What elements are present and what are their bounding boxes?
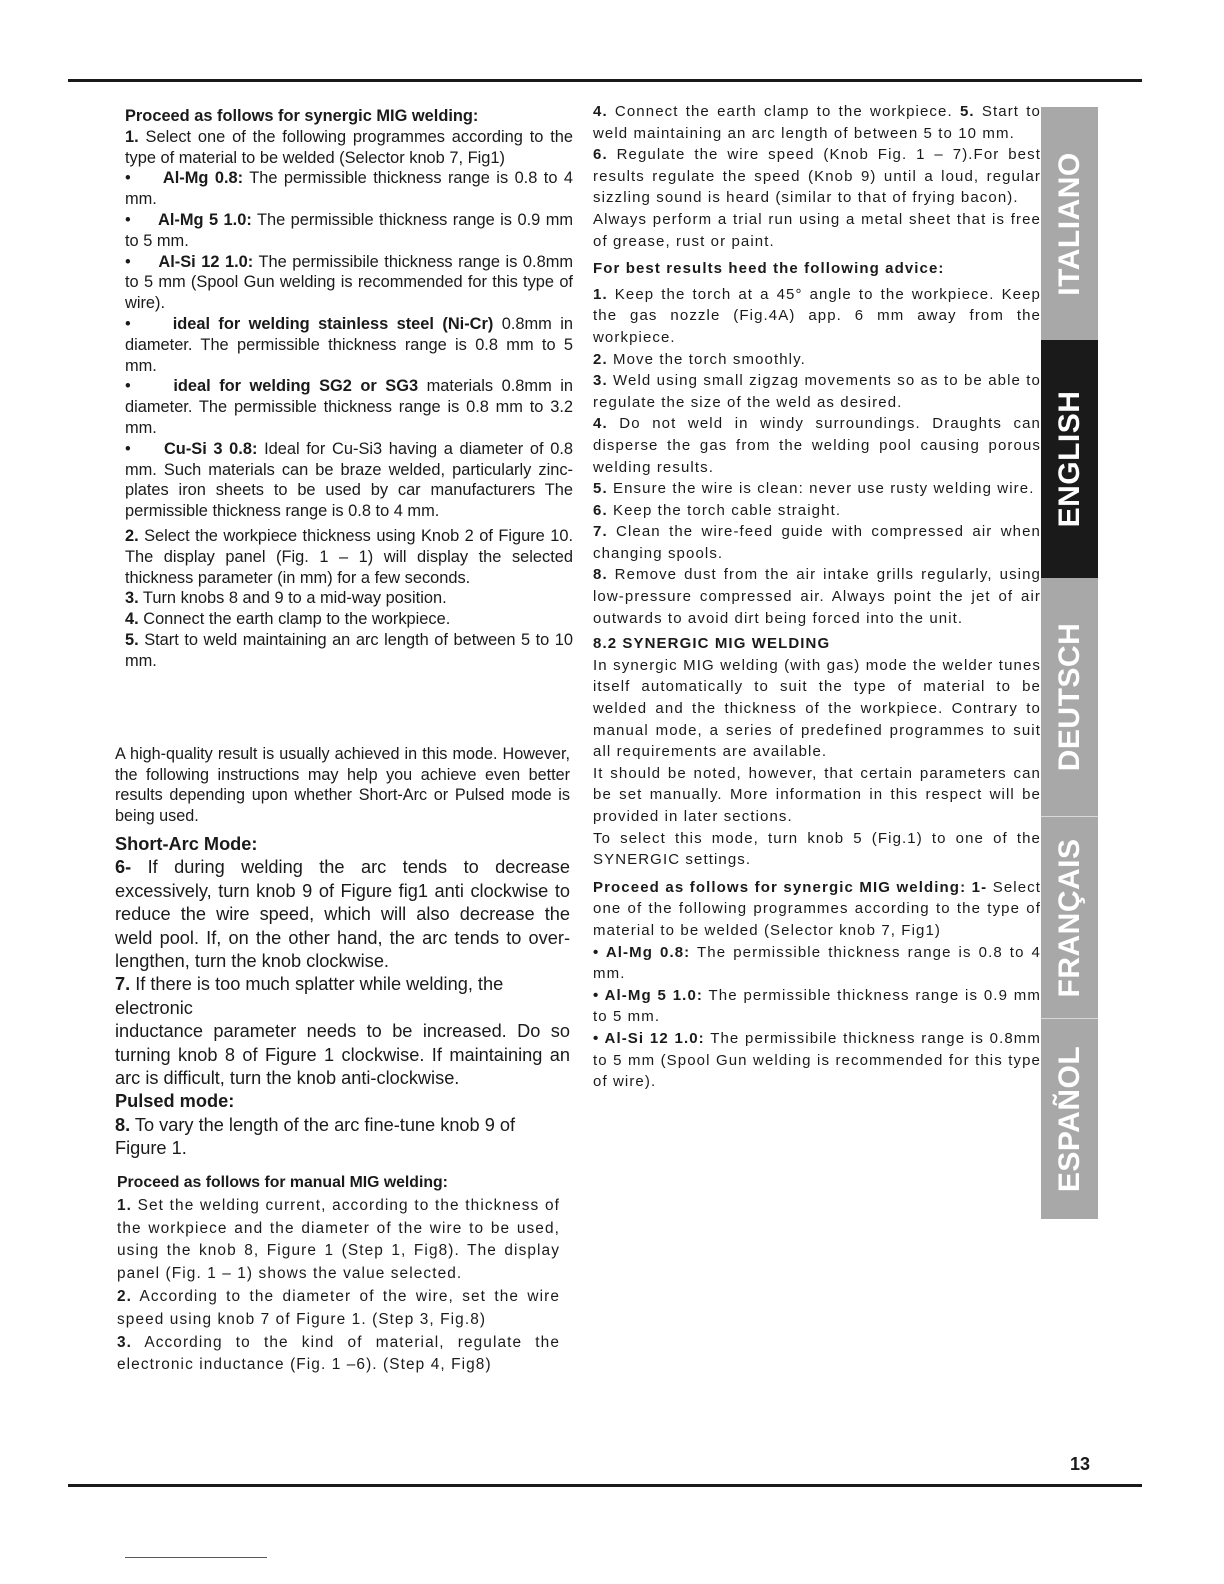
language-sidebar	[1041, 107, 1098, 1219]
short-arc-heading: Short-Arc Mode:	[115, 834, 258, 854]
synergic-heading: Proceed as follows for synergic MIG welding:	[125, 107, 479, 125]
step-5: 5. Start to weld maintaining an arc length of between 5 to 10 mm.	[125, 630, 573, 670]
step-1: 1. Select one of the following programmes according to the type of material to be welded (Selector knob 7, Fig1)	[125, 127, 573, 167]
item-6: 6- If during welding the arc tends to decrease excessively, turn knob 9 of Figure fig1 anti clockwise to reduce the wire speed, which will also decrease the weld pool. If, on the other hand, the arc tends to over-lengthen, turn the knob clockwise.	[115, 857, 570, 972]
advice-7: 7. Clean the wire-feed guide with compressed air when changing spools.	[593, 523, 1041, 562]
sg-item: • ideal for welding SG2 or SG3 materials 0.8mm in diameter. The permissible thickness range is 0.8 mm to 3.2 mm.	[125, 377, 573, 437]
right-step-6: 6. Regulate the wire speed (Knob Fig. 1 – 7).For best results regulate the speed (Knob 9) until a loud, regular sizzling sound is heard (similar to that of frying bacon).	[593, 146, 1041, 207]
synergic-paragraph-3: To select this mode, turn knob 5 (Fig.1) to one of the SYNERGIC settings.	[593, 829, 1041, 869]
top-rule	[68, 79, 1142, 82]
advice-3: 3. Weld using small zigzag movements so as to be able to regulate the size of the weld as desired.	[593, 372, 1041, 411]
step-2: 2. Select the workpiece thickness using Knob 2 of Figure 10. The display panel (Fig. 1 – 1) will display the selected thickness parameter (in mm) for a few seconds.	[125, 526, 573, 587]
advice-2: 2. Move the torch smoothly.	[593, 350, 806, 368]
almg510-item: • Al-Mg 5 1.0: The permissible thickness range is 0.9 mm to 5 mm.	[125, 210, 574, 250]
item-7-continued: inductance parameter needs to be increased. Do so turning knob 8 of Figure 1 clockwise. If maintaining an arc is difficult, turn the knob anti-clockwise.	[115, 1021, 570, 1089]
right-almg510-item: • Al-Mg 5 1.0: The permissible thickness range is 0.9 mm to 5 mm.	[593, 986, 1041, 1026]
quality-paragraph: A high-quality result is usually achieved in this mode. However, the following instructions may help you achieve even better results depending upon whether Short-Arc or Pulsed mode is being used.	[115, 745, 570, 825]
quality-paragraph-block	[115, 744, 570, 826]
page-number: 13	[1070, 1454, 1091, 1474]
cusi-item: • Cu-Si 3 0.8: Ideal for Cu-Si3 having a diameter of 0.8 mm. Such materials can be braze welded, particularly zinc-plates iron sheets to be used by car manufacturers The permissible thickness range is 0.8 to 4 mm.	[125, 439, 573, 521]
step-3: 3. Turn knobs 8 and 9 to a mid-way position.	[125, 589, 447, 608]
right-alsi12-item: • Al-Si 12 1.0: The permissibile thickness range is 0.8mm to 5 mm (Spool Gun welding is recommended for this type of wire).	[593, 1029, 1041, 1091]
language-tab-english[interactable]: ENGLISH	[1041, 340, 1098, 578]
manual-step-1: 1. Set the welding current, according to the thickness of the workpiece and the diameter of the wire to be used, using the knob 8, Figure 1 (Step 1, Fig8). The display panel (Fig. 1 – 1) shows the value selected.	[117, 1196, 560, 1283]
manual-step-3: 3. According to the kind of material, regulate the electronic inductance (Fig. 1 –6). (Step 4, Fig8)	[117, 1333, 560, 1374]
language-tab-italiano[interactable]: ITALIANO	[1052, 151, 1086, 296]
bottom-rule	[68, 1484, 1142, 1487]
language-tab-deutsch[interactable]: DEUTSCH	[1052, 622, 1086, 772]
pulsed-heading: Pulsed mode:	[115, 1091, 235, 1112]
short-arc-section	[115, 833, 570, 1161]
advice-4: 4. Do not weld in windy surroundings. Draughts can disperse the gas from the welding pool causing porous welding results.	[593, 415, 1041, 476]
almg08-item: • Al-Mg 0.8: The permissible thickness range is 0.8 to 4 mm.	[125, 169, 573, 209]
nicr-item: • ideal for welding stainless steel (Ni-Cr) 0.8mm in diameter. The permissible thickness range is 0.8 mm to 5 mm.	[125, 314, 573, 375]
footnote-line	[125, 1557, 267, 1558]
item-8: 8. To vary the length of the arc fine-tune knob 9 of Figure 1.	[115, 1114, 516, 1159]
step-4: 4. Connect the earth clamp to the workpiece.	[125, 610, 451, 629]
right-almg08-item: • Al-Mg 0.8: The permissible thickness range is 0.8 to 4 mm.	[593, 943, 1041, 983]
advice-1: 1. Keep the torch at a 45° angle to the workpiece. Keep the gas nozzle (Fig.4A) app. 6 mm away from the workpiece.	[593, 285, 1041, 346]
trial-run: Always perform a trial run using a metal sheet that is free of grease, rust or paint.	[593, 210, 1041, 250]
advice-heading: For best results heed the following advice:	[593, 260, 945, 278]
advice-6: 6. Keep the torch cable straight.	[593, 501, 842, 519]
right-column	[593, 101, 1041, 1093]
synergic-paragraph-1: In synergic MIG welding (with gas) mode the welder tunes itself automatically to suit the type of material to be welded and the thickness of the workpiece. Contrary to manual mode, a series of predefined programmes to suit all requirements are available.	[593, 656, 1041, 761]
left-synergic-section	[125, 106, 573, 672]
advice-8: 8. Remove dust from the air intake grills regularly, using low-pressure compressed air. Always point the jet of air outwards to avoid dirt being forced into the unit.	[593, 566, 1041, 627]
right-step-4-5: 4. Connect the earth clamp to the workpiece. 5. Start to weld maintaining an arc length of between 5 to 10 mm.	[593, 103, 1041, 142]
manual-section	[117, 1172, 560, 1377]
language-tab-espanol[interactable]: ESPAÑOL	[1052, 1045, 1086, 1193]
advice-5: 5. Ensure the wire is clean: never use rusty welding wire.	[593, 480, 1035, 498]
alsi12-item: • Al-Si 12 1.0: The permissibile thickness range is 0.8mm to 5 mm (Spool Gun welding is recommended for this type of wire).	[125, 252, 573, 313]
manual-heading: Proceed as follows for manual MIG welding:	[117, 1174, 448, 1191]
manual-step-2: 2. According to the diameter of the wire, set the wire speed using knob 7 of Figure 1. (Step 3, Fig.8)	[117, 1287, 560, 1328]
item-7: 7. If there is too much splatter while welding, the electronic	[115, 974, 504, 1018]
proceed-block: Proceed as follows for synergic MIG welding: 1- Select one of the following programmes according to the type of material to be welded (Selector knob 7, Fig1)	[593, 878, 1042, 939]
section-heading-8-2: 8.2 SYNERGIC MIG WELDING	[593, 635, 831, 653]
synergic-paragraph-2: It should be noted, however, that certain parameters can be set manually. More information in this respect will be provided in later sections.	[593, 764, 1041, 825]
language-tab-francais[interactable]: FRANÇAIS	[1052, 838, 1086, 997]
